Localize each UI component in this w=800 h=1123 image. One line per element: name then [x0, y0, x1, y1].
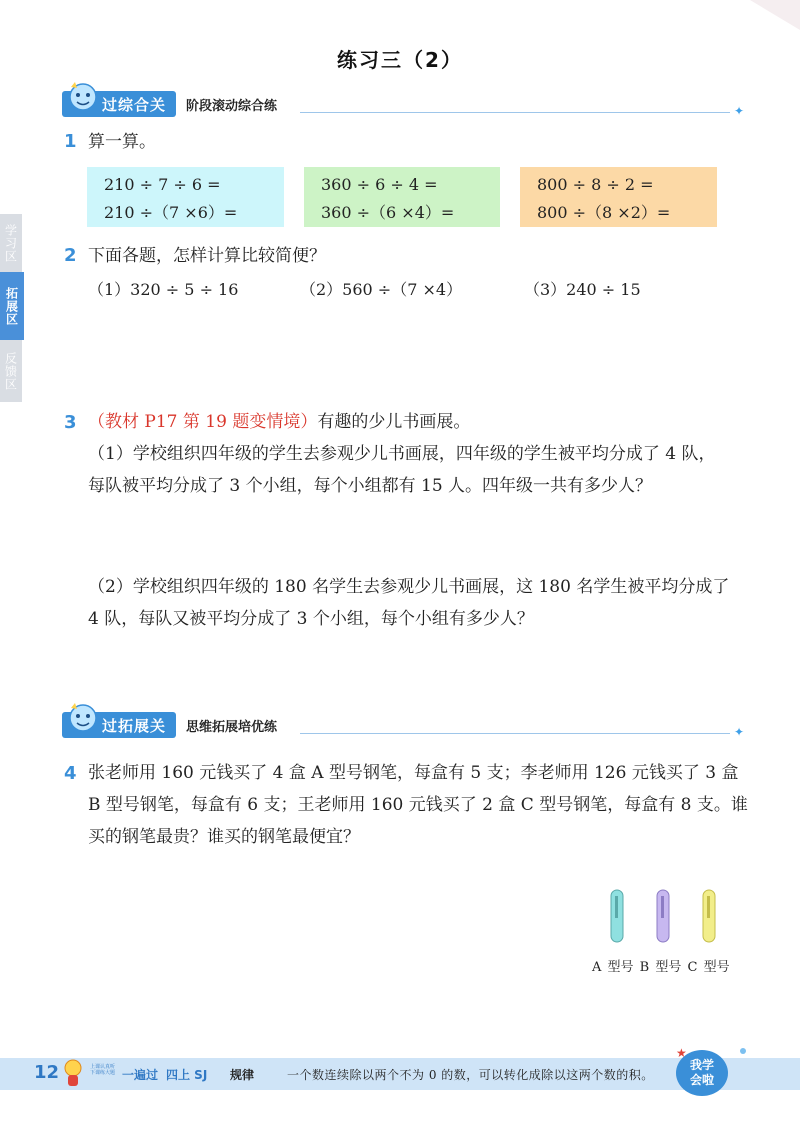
section-subtitle: 阶段滚动综合练	[186, 98, 278, 114]
tagline-line: 上课认真听	[90, 1064, 116, 1070]
sub-question-line: （2）学校组织四年级的 180 名学生去参观少儿书画展，这 180 名学生被平均分成了	[88, 577, 730, 597]
section-badge	[62, 91, 176, 117]
calc-expression: 800 ÷ 8 ÷ 2 =	[537, 175, 654, 194]
question-stem	[88, 406, 470, 438]
question-line: B 型号钢笔，每盒有 6 支；王老师用 160 元钱买了 2 盒 C 型号钢笔，每盒有 8 支。谁	[88, 795, 748, 815]
sub-question-line: 4 队，每队又被平均分成了 3 个小组，每个小组有多少人？	[88, 609, 534, 629]
bubble-decoration	[740, 1048, 746, 1054]
section-header-extension	[62, 711, 277, 739]
calc-expression: 210 ÷ 7 ÷ 6 =	[104, 175, 221, 194]
sub-question: （1）320 ÷ 5 ÷ 16	[88, 280, 239, 299]
pen-labels	[592, 956, 730, 975]
pen-c-icon	[703, 890, 715, 942]
page-footer	[0, 1046, 800, 1098]
pen-a-icon	[611, 890, 623, 942]
star-icon: ★	[676, 1046, 687, 1060]
sub-question: （2）560 ÷（7 ×4）	[300, 280, 463, 299]
calc-expression: 360 ÷ 6 ÷ 4 =	[321, 175, 438, 194]
question-line: 张老师用 160 元钱买了 4 盒 A 型号钢笔，每盒有 5 支；李老师用 126 元钱买了 3 盒	[88, 763, 739, 783]
question-text: 有趣的少儿书画展。	[317, 412, 471, 432]
calc-box-a	[87, 167, 284, 227]
grade-label: 四上 SJ	[166, 1068, 208, 1082]
section-badge-label: 过拓展关	[102, 716, 167, 735]
side-tab-feedback[interactable]: 反馈区	[0, 340, 22, 402]
side-tab-study[interactable]: 学习区	[0, 214, 22, 272]
pen-label: B 型号	[639, 960, 682, 975]
star-icon: ✦	[734, 104, 745, 118]
section-divider	[300, 733, 730, 734]
calc-box-b	[304, 167, 500, 227]
pen-illustration	[600, 888, 740, 948]
section-divider	[300, 112, 730, 113]
question-number: 3	[64, 412, 77, 433]
pen-label: A 型号	[592, 960, 634, 975]
page-title: 练习三（2）	[337, 48, 463, 72]
sub-question-2	[88, 571, 729, 635]
badge-line: 我学	[689, 1058, 714, 1072]
star-icon: ✦	[734, 725, 745, 739]
question-number: 2	[64, 245, 77, 266]
sub-question-line: （1）学校组织四年级的学生去参观少儿书画展，四年级的学生被平均分成了 4 队，	[88, 444, 716, 464]
page-number: 12	[34, 1062, 60, 1083]
mascot-small-icon	[62, 1058, 84, 1088]
question-number: 1	[64, 131, 77, 152]
textbook-source: （教材 P17 第 19 题变情境）	[88, 412, 318, 432]
calc-expression: 210 ÷（7 ×6）=	[104, 203, 238, 222]
corner-decoration	[710, 0, 800, 40]
question-number: 4	[64, 763, 77, 784]
question-line: 买的钢笔最贵？谁买的钢笔最便宜？	[88, 827, 360, 847]
mascot-icon	[66, 81, 100, 117]
pen-label: C 型号	[687, 960, 730, 975]
sub-question-1	[88, 438, 715, 502]
rule-text: 一个数连续除以两个不为 0 的数，可以转化成除以这两个数的积。	[287, 1068, 654, 1082]
calc-expression: 360 ÷（6 ×4）=	[321, 203, 455, 222]
question-text	[88, 757, 748, 853]
section-badge	[62, 712, 176, 738]
badge-line: 会啦	[689, 1073, 714, 1087]
calc-box-c	[520, 167, 717, 227]
sub-question-line: 每队被平均分成了 3 个小组，每个小组都有 15 人。四年级一共有多少人？	[88, 476, 653, 496]
section-badge-label: 过综合关	[102, 95, 167, 114]
section-subtitle: 思维拓展培优练	[186, 719, 278, 735]
question-text: 下面各题，怎样计算比较简便？	[88, 246, 326, 266]
tagline-line: 下课练大题	[90, 1070, 116, 1076]
mascot-icon	[66, 702, 100, 738]
calc-expression: 800 ÷（8 ×2）=	[537, 203, 671, 222]
tagline	[90, 1064, 115, 1076]
side-tab-extend[interactable]: 拓展区	[0, 272, 24, 340]
question-text: 算一算。	[88, 132, 156, 152]
sub-question: （3）240 ÷ 15	[524, 280, 641, 299]
brand-name: 一遍过	[122, 1068, 159, 1082]
rule-label: 规律	[230, 1068, 255, 1082]
pen-b-icon	[657, 890, 669, 942]
section-header-comprehensive	[62, 90, 277, 118]
